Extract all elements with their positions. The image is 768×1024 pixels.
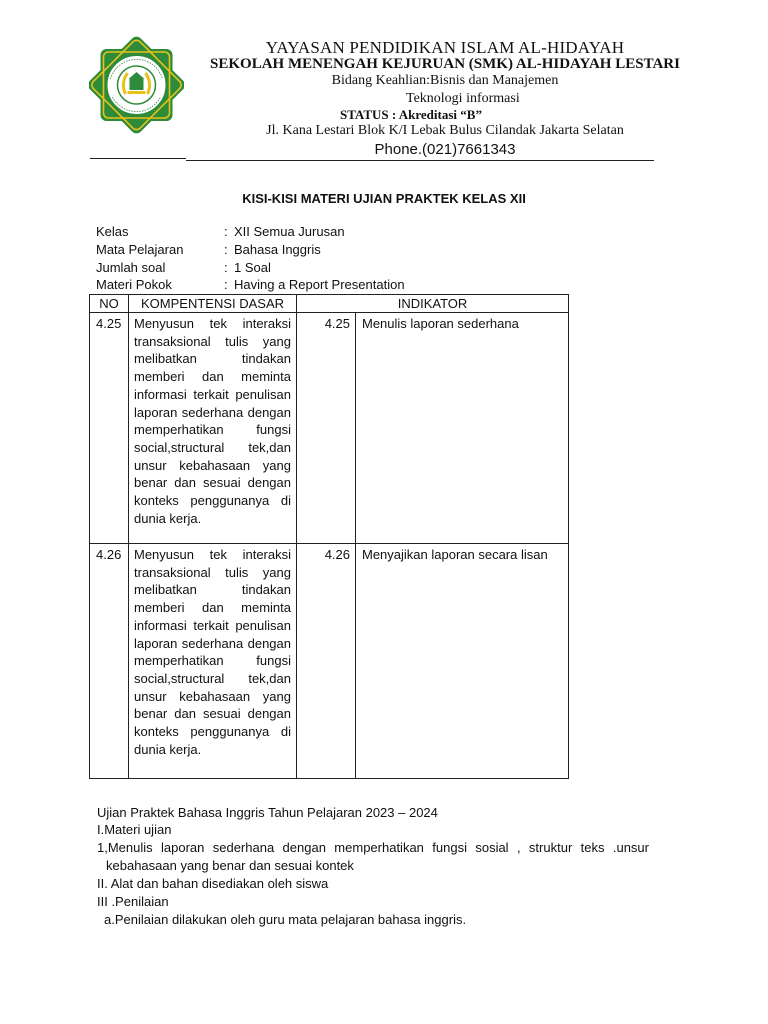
exam-heading: Ujian Praktek Bahasa Inggris Tahun Pelajaran 2023 – 2024 (97, 805, 438, 820)
info-label-materi: Materi Pokok (96, 277, 172, 292)
row-indikator: Menyajikan laporan secara lisan (356, 544, 569, 779)
row-no: 4.26 (90, 544, 129, 779)
info-colon: : (224, 260, 228, 275)
assessment-item: a.Penilaian dilakukan oleh guru mata pelajaran bahasa inggris. (104, 912, 467, 927)
info-label-kelas: Kelas (96, 224, 129, 239)
row-indikator: Menulis laporan sederhana (356, 313, 569, 544)
info-value-kelas: XII Semua Jurusan (234, 224, 345, 239)
info-value-jumlah: 1 Soal (234, 260, 271, 275)
assessment-heading: III .Penilaian (97, 894, 169, 909)
tools-note: II. Alat dan bahan disediakan oleh siswa (97, 876, 329, 891)
info-colon: : (224, 224, 228, 239)
info-value-materi: Having a Report Presentation (234, 277, 405, 292)
info-label-mapel: Mata Pelajaran (96, 242, 184, 257)
row-kd: Menyusun tek interaksi transaksional tulis yang melibatkan tindakan memberi dan meminta informasi terkait penulisan laporan sederhana dengan memperhatikan fungsi social,structural tek,dan unsur kebahasaan yang benar dan sesuai dengan konteks penggunanya di dunia kerja. (129, 313, 297, 544)
document-title: KISI-KISI MATERI UJIAN PRAKTEK KELAS XII (242, 191, 526, 206)
info-label-jumlah: Jumlah soal (96, 260, 166, 275)
school-address: Jl. Kana Lestari Blok K/I Lebak Bulus Cilandak Jakarta Selatan (266, 123, 624, 138)
info-colon: : (224, 242, 228, 257)
header-kd: KOMPENTENSI DASAR (129, 295, 297, 313)
school-name: SEKOLAH MENENGAH KEJURUAN (SMK) AL-HIDAYAH LESTARI (210, 56, 680, 72)
header-divider (186, 160, 654, 161)
row-kd: Menyusun tek interaksi transaksional tulis yang melibatkan tindakan memberi dan meminta informasi terkait penulisan laporan sederhana dengan memperhatikan fungsi social,structural tek,dan unsur kebahasaan yang benar dan sesuai dengan konteks penggunanya di dunia kerja. (129, 544, 297, 779)
row-indikator-no: 4.25 (297, 313, 356, 544)
field-of-expertise: Bidang Keahlian:Bisnis dan Manajemen (331, 73, 559, 88)
table-row (90, 313, 569, 544)
header-no: NO (90, 295, 129, 313)
foundation-name: YAYASAN PENDIDIKAN ISLAM AL-HIDAYAH (265, 38, 625, 57)
accreditation-status: STATUS : Akreditasi “B” (340, 107, 482, 122)
exam-material-item-cont: kebahasaan yang benar dan sesuai kontek (106, 858, 354, 873)
row-indikator-no: 4.26 (297, 544, 356, 779)
exam-material-item: 1,Menulis laporan sederhana dengan memperhatikan fungsi sosial , struktur teks .unsur (97, 840, 649, 855)
header-divider-left (90, 158, 186, 159)
row-no: 4.25 (90, 313, 129, 544)
table-header-row (90, 295, 569, 313)
exam-material-heading: I.Materi ujian (97, 822, 172, 837)
info-colon: : (224, 277, 228, 292)
field-of-expertise-2: Teknologi informasi (406, 91, 520, 106)
header-indikator: INDIKATOR (297, 295, 569, 313)
school-logo (89, 33, 184, 137)
kisi-kisi-table (89, 294, 569, 779)
table-row (90, 544, 569, 779)
school-phone: Phone.(021)7661343 (374, 141, 516, 158)
info-value-mapel: Bahasa Inggris (234, 242, 321, 257)
